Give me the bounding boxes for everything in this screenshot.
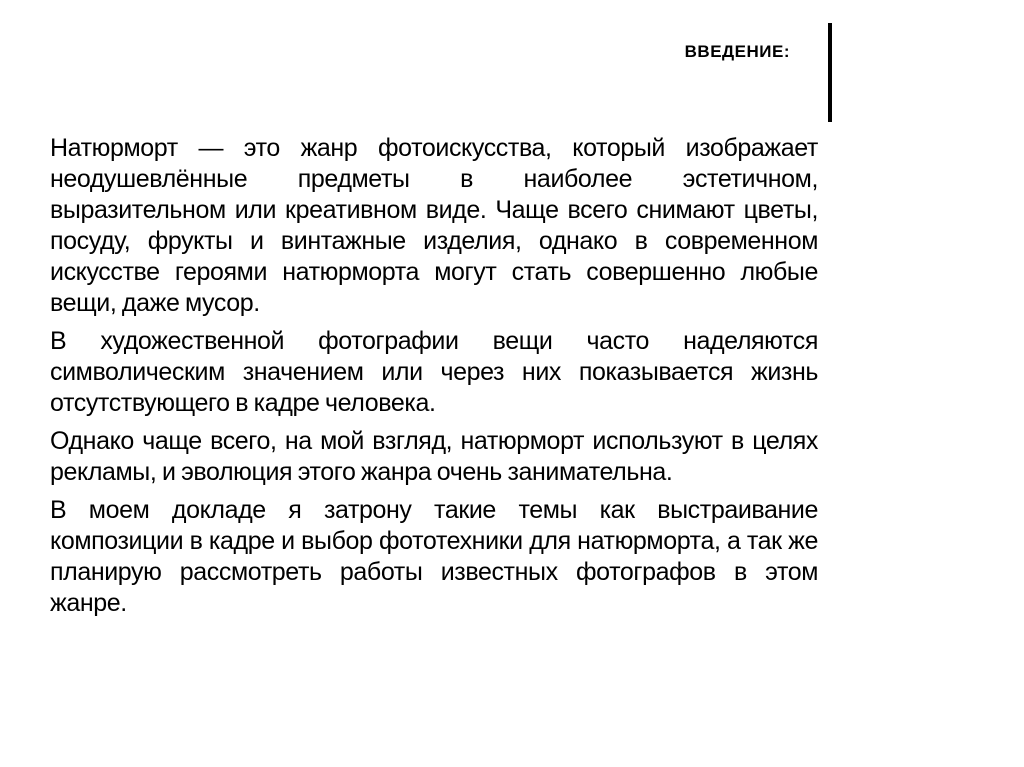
slide-body: [50, 133, 818, 626]
title-accent-bar: [828, 23, 832, 122]
slide-title: ВВЕДЕНИЕ:: [684, 42, 790, 61]
body-paragraph-1: Натюрморт — это жанр фотоискусства, который изображает неодушевлённые предметы в наиболее эстетичном, выразительном или креативном виде. Чаще всего снимают цветы, посуду, фрукты и винтажные изделия, однако в современном искусстве героями натюрморта могут стать совершенно любые вещи, даже мусор.: [50, 134, 818, 317]
body-paragraph-2: В художественной фотографии вещи часто наделяются символическим значением или через них показывается жизнь отсутствующего в кадре человека.: [50, 327, 818, 417]
body-paragraph-3: Однако чаще всего, на мой взгляд, натюрморт используют в целях рекламы, и эволюция этого жанра очень занимательна.: [50, 427, 818, 486]
body-paragraph-4: В моем докладе я затрону такие темы как выстраивание композиции в кадре и выбор фототехники для натюрморта, а так же планирую рассмотреть работы известных фотографов в этом жанре.: [50, 496, 818, 617]
